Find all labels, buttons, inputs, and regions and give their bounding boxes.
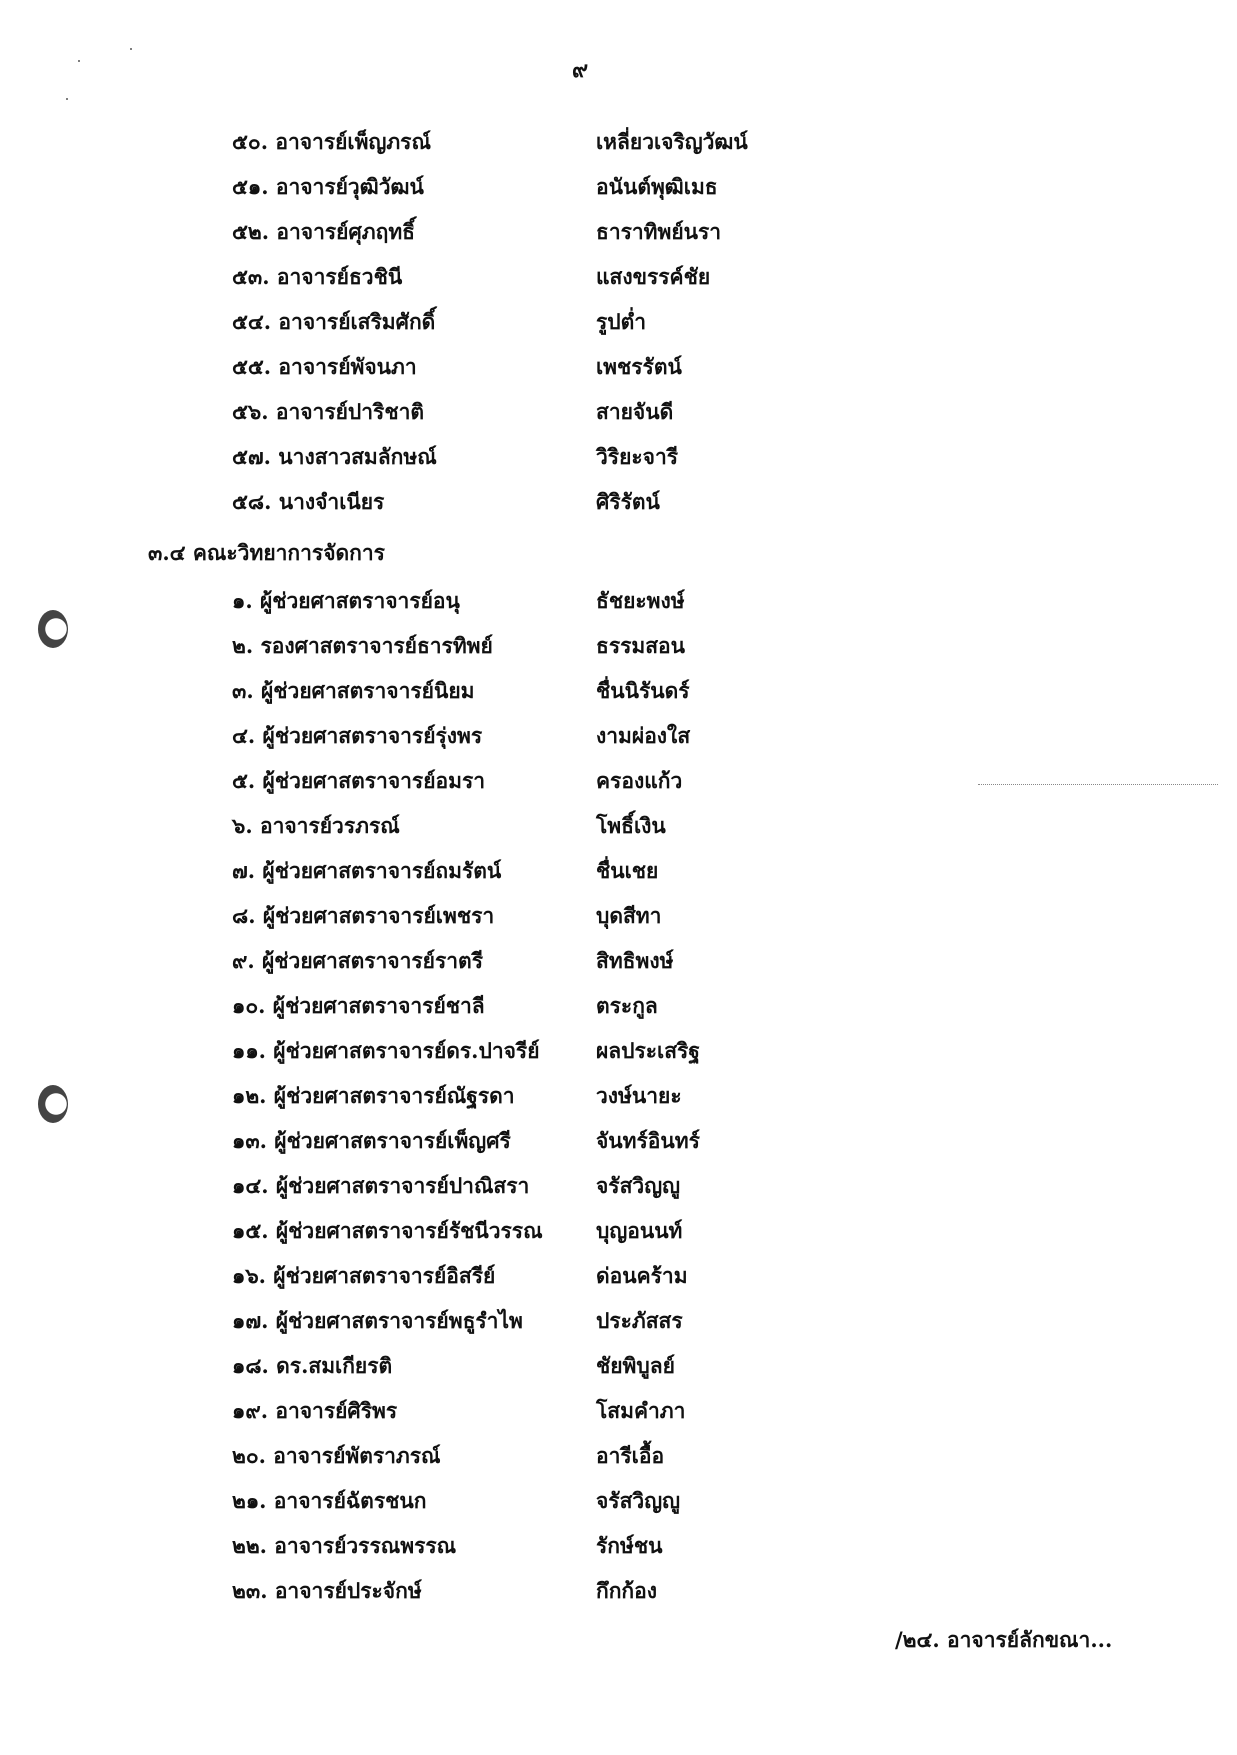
- list-item: [0, 765, 1237, 810]
- staff-surname: ประภัสสร: [596, 1308, 683, 1333]
- staff-surname: อนันต์พุฒิเมธ: [596, 174, 718, 199]
- staff-surname: ตระกูล: [596, 993, 658, 1018]
- staff-surname: ชื่นเชย: [596, 858, 659, 883]
- list-item: [0, 1530, 1237, 1575]
- staff-surname: วงษ์นายะ: [596, 1083, 682, 1108]
- staff-name: ๓. ผู้ช่วยศาสตราจารย์นิยม: [232, 678, 475, 703]
- staff-surname: ศิริรัตน์: [596, 489, 660, 514]
- staff-name: ๑. ผู้ช่วยศาสตราจารย์อนุ: [232, 588, 460, 613]
- staff-name: ๕๔. อาจารย์เสริมศักดิ์: [232, 309, 436, 334]
- staff-surname: อารีเอื้อ: [596, 1443, 665, 1468]
- list-item: [0, 1305, 1237, 1350]
- list-item: [0, 1125, 1237, 1170]
- staff-surname: เพชรรัตน์: [596, 354, 682, 379]
- list-item: [0, 1035, 1237, 1080]
- scan-speck: [78, 60, 80, 62]
- staff-name: ๕๗. นางสาวสมลักษณ์: [232, 444, 437, 469]
- staff-name: ๕. ผู้ช่วยศาสตราจารย์อมรา: [232, 768, 486, 793]
- staff-surname: ธาราทิพย์นรา: [596, 219, 722, 244]
- staff-name: ๑๕. ผู้ช่วยศาสตราจารย์รัชนีวรรณ: [232, 1218, 543, 1243]
- staff-surname: โพธิ์เงิน: [596, 813, 666, 838]
- staff-surname: รูปต่ำ: [596, 309, 647, 334]
- list-item: [0, 1395, 1237, 1440]
- list-item: [0, 126, 1237, 171]
- dotted-line-mark: [978, 784, 1218, 785]
- staff-name: ๕๒. อาจารย์ศุภฤทธิ์: [232, 219, 415, 244]
- staff-name: ๗. ผู้ช่วยศาสตราจารย์ถมรัตน์: [232, 858, 502, 883]
- staff-name: ๑๙. อาจารย์ศิริพร: [232, 1398, 398, 1423]
- staff-surname: รักษ์ชน: [596, 1533, 663, 1558]
- staff-name: ๔. ผู้ช่วยศาสตราจารย์รุ่งพร: [232, 723, 483, 748]
- list-item: [0, 990, 1237, 1035]
- staff-surname: แสงขรรค์ชัย: [596, 264, 711, 289]
- punch-hole-mark: [38, 610, 68, 648]
- list-item: [0, 1170, 1237, 1215]
- list-item: [0, 216, 1237, 261]
- continuation-note: /๒๔. อาจารย์ลักขณา...: [895, 1627, 1113, 1652]
- list-item: [0, 351, 1237, 396]
- staff-surname: เหลี่ยวเจริญวัฒน์: [596, 129, 748, 154]
- staff-name: ๕๘. นางจำเนียร: [232, 489, 385, 514]
- staff-name: ๒๒. อาจารย์วรรณพรรณ: [232, 1533, 457, 1558]
- staff-surname: วิริยะจารี: [596, 444, 679, 469]
- scan-speck: [130, 48, 132, 50]
- staff-surname: สายจันดี: [596, 399, 674, 424]
- list-item: [0, 900, 1237, 945]
- list-item: [0, 171, 1237, 216]
- staff-surname: งามผ่องใส: [596, 723, 691, 748]
- staff-name: ๑๐. ผู้ช่วยศาสตราจารย์ชาลี: [232, 993, 485, 1018]
- staff-name: ๒๐. อาจารย์พัตราภรณ์: [232, 1443, 441, 1468]
- list-item: [0, 1350, 1237, 1395]
- staff-name: ๒๑. อาจารย์ฉัตรชนก: [232, 1488, 427, 1513]
- list-item: [0, 1575, 1237, 1620]
- staff-name: ๑๑. ผู้ช่วยศาสตราจารย์ดร.ปาจรีย์: [232, 1038, 540, 1063]
- staff-name: ๖. อาจารย์วรภรณ์: [232, 813, 400, 838]
- staff-surname: กึกก้อง: [596, 1578, 658, 1603]
- staff-surname: ธัชยะพงษ์: [596, 588, 685, 613]
- staff-name: ๑๘. ดร.สมเกียรติ: [232, 1353, 393, 1378]
- staff-name: ๑๒. ผู้ช่วยศาสตราจารย์ณัฐรดา: [232, 1083, 515, 1108]
- staff-name: ๘. ผู้ช่วยศาสตราจารย์เพชรา: [232, 903, 495, 928]
- staff-surname: โสมคำภา: [596, 1398, 686, 1423]
- list-item: [0, 630, 1237, 675]
- list-item: [0, 720, 1237, 765]
- staff-name: ๑๓. ผู้ช่วยศาสตราจารย์เพ็ญศรี: [232, 1128, 511, 1153]
- staff-surname: ชื่นนิรันดร์: [596, 678, 690, 703]
- scan-speck: [66, 98, 68, 100]
- list-item: [0, 486, 1237, 531]
- list-item: [0, 1215, 1237, 1260]
- list-item: [0, 810, 1237, 855]
- staff-surname: ชัยพิบูลย์: [596, 1353, 675, 1378]
- list-item: [0, 261, 1237, 306]
- staff-surname: ผลประเสริฐ: [596, 1038, 700, 1063]
- staff-surname: ครองแก้ว: [596, 768, 683, 793]
- list-item: [0, 855, 1237, 900]
- staff-name: ๕๑. อาจารย์วุฒิวัฒน์: [232, 174, 424, 199]
- list-item: [0, 396, 1237, 441]
- section-heading: ๓.๔ คณะวิทยาการจัดการ: [148, 540, 385, 565]
- staff-name: ๒. รองศาสตราจารย์ธารทิพย์: [232, 633, 493, 658]
- staff-name: ๕๐. อาจารย์เพ็ญภรณ์: [232, 129, 431, 154]
- list-item: [0, 1080, 1237, 1125]
- staff-name: ๑๔. ผู้ช่วยศาสตราจารย์ปาณิสรา: [232, 1173, 530, 1198]
- list-item: [0, 945, 1237, 990]
- list-item: [0, 585, 1237, 630]
- staff-name: ๒๓. อาจารย์ประจักษ์: [232, 1578, 422, 1603]
- list-item: [0, 441, 1237, 486]
- list-item: [0, 306, 1237, 351]
- punch-hole-mark: [38, 1085, 68, 1123]
- staff-surname: สิทธิพงษ์: [596, 948, 674, 973]
- staff-name: ๕๕. อาจารย์พัจนภา: [232, 354, 417, 379]
- staff-surname: บุญอนนท์: [596, 1218, 683, 1243]
- staff-name: ๕๖. อาจารย์ปาริชาติ: [232, 399, 425, 424]
- staff-surname: ธรรมสอน: [596, 633, 686, 658]
- staff-surname: ด่อนคร้าม: [596, 1263, 688, 1288]
- staff-surname: บุดสีทา: [596, 903, 662, 928]
- list-item: [0, 1485, 1237, 1530]
- page-number: ๙: [571, 57, 589, 83]
- staff-name: ๑๖. ผู้ช่วยศาสตราจารย์อิสรีย์: [232, 1263, 496, 1288]
- staff-name: ๑๗. ผู้ช่วยศาสตราจารย์พธูรำไพ: [232, 1308, 523, 1333]
- staff-surname: จรัสวิญญู: [596, 1173, 680, 1198]
- staff-surname: จรัสวิญญู: [596, 1488, 680, 1513]
- list-item: [0, 1260, 1237, 1305]
- list-item: [0, 675, 1237, 720]
- staff-surname: จันทร์อินทร์: [596, 1128, 700, 1153]
- staff-name: ๕๓. อาจารย์ธวชินี: [232, 264, 403, 289]
- list-item: [0, 1440, 1237, 1485]
- staff-name: ๙. ผู้ช่วยศาสตราจารย์ราตรี: [232, 948, 483, 973]
